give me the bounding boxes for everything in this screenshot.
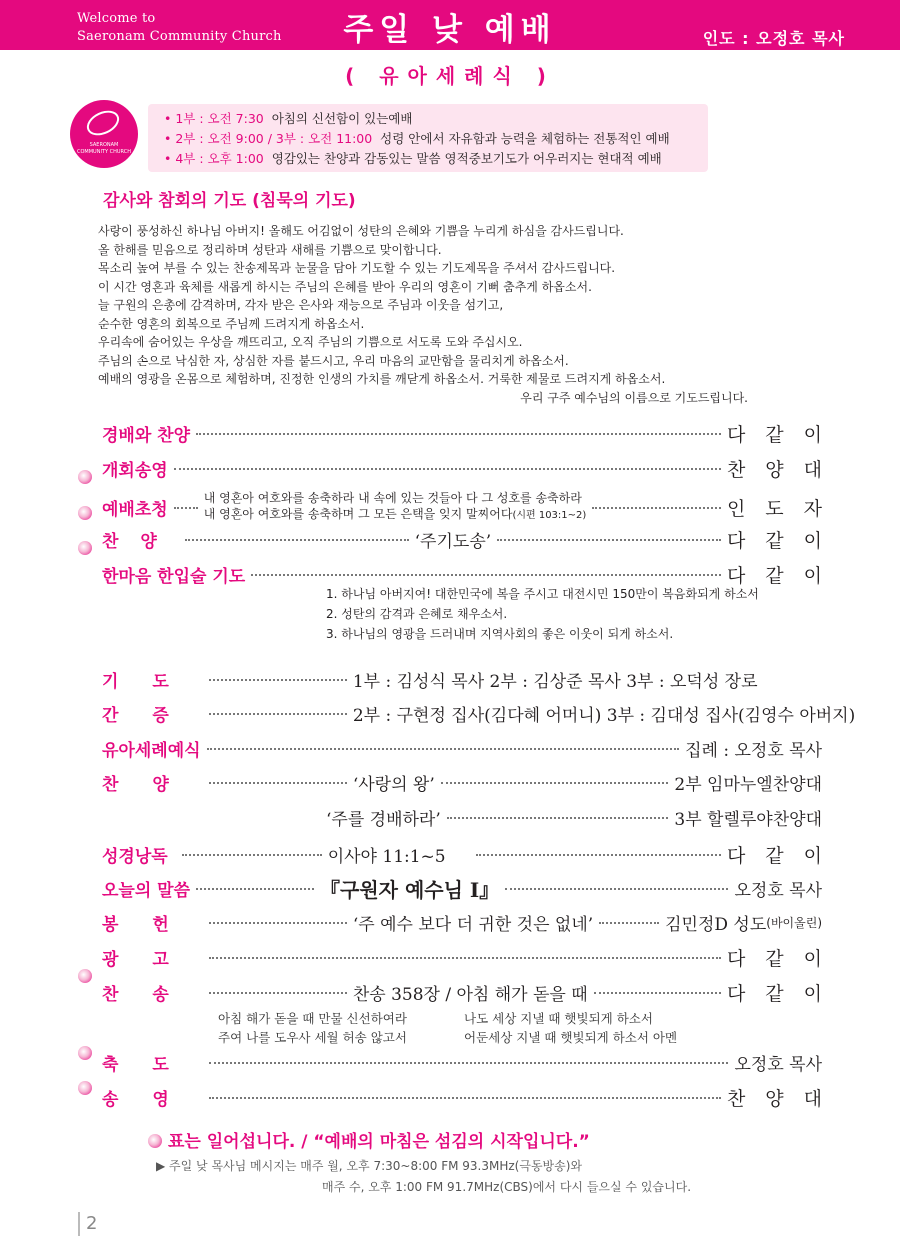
leader-dots [185, 539, 409, 541]
bullet-icon [78, 470, 92, 484]
order-label: 경배와 찬양 [102, 425, 191, 446]
order-row-hymn2 [102, 978, 842, 1006]
order-responder: 다같이 [726, 564, 842, 587]
prayer-heading: 감사와 참회의 기도 (침묵의 기도) [103, 191, 356, 211]
closing-note [148, 1127, 590, 1152]
leader-dots [251, 574, 721, 576]
logo-text-line2: COMMUNITY CHURCH [76, 149, 131, 155]
leader-dots [182, 854, 322, 856]
order-label: 송영 [102, 1089, 203, 1110]
service-desc: 영감있는 찬양과 감동있는 말씀 영적중보기도가 어우러지는 현대적 예배 [271, 151, 662, 166]
order-row-benediction [102, 1048, 822, 1076]
service-time: • 1부 : 오전 7:30 [164, 111, 264, 126]
order-responder: 오정호 목사 [734, 880, 822, 901]
order-responder: 집례 : 오정호 목사 [685, 740, 822, 761]
prayer-line: 주님의 손으로 낙심한 자, 상심한 자를 붙드시고, 우리 마음의 교만함을 물리치게 하옵소서. [98, 353, 569, 368]
order-row-doxology [102, 1083, 842, 1111]
order-item: ‘주를 경배하라’ [326, 809, 441, 830]
order-responder: 3부 할렐루야찬양대 [674, 809, 822, 830]
welcome-line2: Saeronam Community Church [77, 29, 282, 44]
prayer-line: 우리속에 숨어있는 우상을 깨뜨리고, 오직 주님의 기쁨으로 서도록 도와 주십시오. [98, 335, 523, 349]
page-title: 주일 낮 예배 [343, 12, 557, 48]
radio-info-line2: 매주 수, 오후 1:00 FM 91.7MHz(CBS)에서 다시 들으실 수 있습니다. [322, 1180, 692, 1194]
leader-dots [209, 1097, 721, 1099]
order-label: 찬양 [102, 531, 179, 552]
order-label: 기도 [102, 671, 203, 692]
scripture-ref: (시편 103:1~2) [512, 510, 587, 521]
invitation-line1: 내 영혼아 여호와를 송축하라 내 속에 있는 것들아 다 그 성호를 송축하라 [203, 491, 582, 505]
church-logo [70, 100, 138, 168]
order-item: ‘주 예수 보다 더 귀한 것은 없네’ [352, 914, 594, 935]
order-row-baptism [102, 734, 822, 762]
order-responder: 2부 임마누엘찬양대 [674, 774, 822, 795]
order-row-choir2 [326, 803, 822, 831]
order-responder: 다같이 [726, 529, 843, 552]
order-label: 한마음 한입술 기도 [102, 566, 246, 587]
order-label: 간증 [102, 705, 203, 726]
service-times-box [148, 104, 708, 172]
prayer-line: 올 한해를 믿음으로 정리하며 성탄과 새해를 기쁨으로 맞이합니다. [98, 242, 442, 257]
order-label: 찬양 [102, 774, 203, 795]
leader-dots [209, 782, 347, 784]
order-item: 1부 : 김성식 목사 2부 : 김상준 목사 3부 : 오덕성 장로 [352, 671, 758, 692]
order-responder: 다같이 [726, 844, 842, 867]
service-desc: 성령 안에서 자유함과 능력을 체험하는 전통적인 예배 [380, 131, 670, 146]
order-responder: 다같이 [726, 947, 842, 970]
bullet-icon [78, 506, 92, 520]
leader-dots [209, 1062, 729, 1064]
order-row-offering [102, 908, 822, 936]
order-responder: 김민정D 성도 [665, 914, 767, 935]
leader-dots [174, 507, 198, 509]
order-row-opening-hymn [102, 454, 842, 482]
hymn-verse-1a: 아침 해가 돋을 때 만물 신선하여라 [218, 1011, 407, 1026]
prayer-line: 순수한 영혼의 회복으로 주님께 드려지게 하옵소서. [98, 316, 365, 331]
prayer-line: 이 시간 영혼과 육체를 새롭게 하시는 주님의 은혜를 받아 우리의 영혼이 기뻐 춤추게 하옵소서. [98, 279, 592, 294]
leader-dots [441, 782, 669, 784]
order-row-testimony [102, 699, 856, 727]
order-responder: 찬양대 [726, 458, 842, 481]
order-item: ‘사랑의 왕’ [352, 774, 435, 795]
service-desc: 아침의 신선함이 있는예배 [271, 111, 413, 126]
prayer-item: 2. 성탄의 감격과 은혜로 채우소서. [326, 607, 508, 621]
bullet-icon [78, 1046, 92, 1060]
page-number-bar [78, 1212, 80, 1236]
prayer-line: 목소리 높여 부를 수 있는 찬송제목과 눈물을 담아 기도할 수 있는 기도제목을 주셔서 감사드립니다. [98, 261, 616, 275]
prayer-line: 사랑이 풍성하신 하나님 아버지! 올해도 어김없이 성탄의 은혜와 기쁨을 누리게 하심을 감사드립니다. [98, 224, 624, 238]
bullet-icon [78, 1081, 92, 1095]
leader-dots [174, 468, 721, 470]
prayer-closing: 우리 구주 예수님의 이름으로 기도드립니다. [520, 390, 748, 405]
order-responder: 인도자 [726, 497, 842, 520]
leader-dots [497, 539, 721, 541]
leader-dots [209, 992, 347, 994]
leader-dots [209, 922, 347, 924]
service-time-row [164, 149, 708, 169]
bullet-icon [78, 969, 92, 983]
leader-dots [209, 679, 347, 681]
invitation-line2: 내 영혼아 여호와를 송축하며 그 모든 은택을 잊지 말찌어다 [203, 507, 513, 521]
page-subtitle: ( 유아세례식 ) [345, 64, 555, 88]
leader-dots [592, 507, 721, 509]
leader-dots [196, 888, 314, 890]
leader-dots [209, 713, 347, 715]
service-time: • 4부 : 오후 1:00 [164, 151, 264, 166]
prayer-item: 3. 하나님의 영광을 드러내며 지역사회의 좋은 이웃이 되게 하소서. [326, 627, 674, 641]
service-time-row [164, 109, 708, 129]
leader-dots [207, 748, 680, 750]
order-item: 2부 : 구현정 집사(김다혜 어머니) 3부 : 김대성 집사(김영수 아버지) [352, 705, 856, 726]
sermon-title: 『구원자 예수님 I』 [320, 877, 500, 902]
bullet-icon [78, 541, 92, 555]
order-item: 이사야 11:1~5 [327, 846, 446, 867]
prayer-line: 예배의 영광을 온몸으로 체험하며, 진정한 인생의 가치를 깨닫게 하옵소서. 거룩한 제물로 드려지게 하옵소서. [98, 372, 666, 386]
order-responder: 다같이 [726, 423, 842, 446]
instrument-note: (바이올린) [766, 915, 822, 930]
page-number: 2 [86, 1213, 98, 1234]
order-label: 찬송 [102, 984, 203, 1005]
logo-text [70, 142, 138, 156]
leader-dots [505, 888, 728, 890]
order-label: 광고 [102, 949, 203, 970]
order-label: 예배초청 [102, 499, 168, 520]
order-responder: 다같이 [726, 982, 842, 1005]
order-label: 유아세례예식 [102, 740, 201, 761]
logo-text-line1: SAERONAM [89, 142, 119, 148]
closing-text: 표는 일어섭니다. / “예배의 마침은 섬김의 시작입니다.” [168, 1132, 590, 1152]
leader-dots [476, 854, 721, 856]
welcome-line1: Welcome to [77, 11, 156, 26]
order-label: 오늘의 말씀 [102, 880, 191, 901]
invitation-text [204, 490, 587, 524]
hymn-verse-2b: 어둔세상 지낼 때 햇빛되게 하소서 아멘 [464, 1030, 678, 1045]
fish-icon [83, 106, 123, 140]
order-row-invitation [102, 490, 842, 524]
hymn-verse-1b: 나도 세상 지낼 때 햇빛되게 하소서 [464, 1011, 653, 1026]
order-label: 축도 [102, 1054, 203, 1075]
leader-dots [209, 957, 721, 959]
order-row-prayer [102, 665, 822, 693]
header-bar [0, 0, 900, 50]
order-label: 봉헌 [102, 914, 203, 935]
radio-info-line1: ▶ 주일 낮 목사님 메시지는 매주 월, 오후 7:30~8:00 FM 93.3MHz(극동방송)와 [156, 1159, 582, 1173]
order-row-choir [102, 768, 822, 796]
order-row-scripture [102, 840, 842, 868]
service-leader: 인도 : 오정호 목사 [702, 29, 845, 48]
prayer-item: 1. 하나님 아버지여! 대한민국에 복을 주시고 대전시민 150만이 복음화되게 하소서 [326, 587, 759, 601]
prayer-items [326, 584, 759, 644]
leader-dots [599, 922, 659, 924]
prayer-text [98, 222, 748, 407]
service-time: • 2부 : 오전 9:00 / 3부 : 오전 11:00 [164, 131, 373, 146]
order-row-praise [102, 419, 842, 447]
service-time-row [164, 129, 708, 149]
order-responder: 오정호 목사 [734, 1054, 822, 1075]
order-item: ‘주기도송’ [414, 531, 492, 552]
bullet-icon [148, 1134, 162, 1148]
order-item: 찬송 358장 / 아침 해가 돋을 때 [352, 984, 588, 1005]
order-row-announcements [102, 943, 842, 971]
hymn-verse-2a: 주여 나를 도우사 세월 허송 않고서 [218, 1030, 407, 1045]
order-label: 성경낭독 [102, 846, 168, 867]
leader-dots [447, 817, 669, 819]
order-row-hymn1 [102, 525, 843, 553]
leader-dots [594, 992, 721, 994]
leader-dots [196, 433, 721, 435]
order-label: 개회송영 [102, 460, 168, 481]
order-responder: 찬양대 [726, 1087, 842, 1110]
order-row-sermon [102, 874, 822, 902]
prayer-line: 늘 구원의 은총에 감격하며, 각자 받은 은사와 재능으로 주님과 이웃을 섬기고, [98, 298, 504, 312]
